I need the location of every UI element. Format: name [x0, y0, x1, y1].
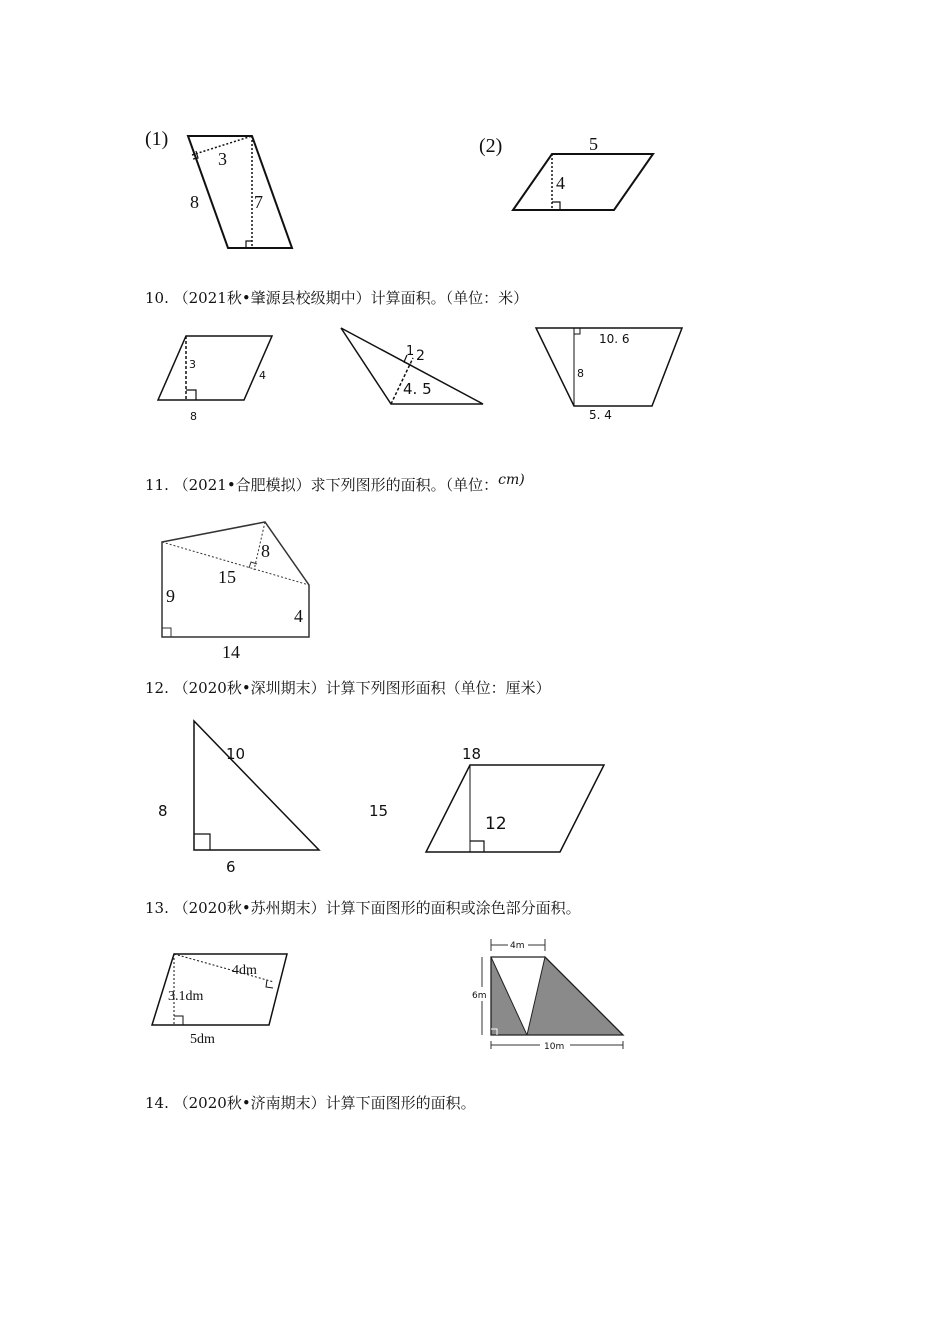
q11-h1: 8	[261, 541, 270, 561]
q11-left: 9	[166, 586, 175, 606]
question-10-text: （2021秋•肇源县校级期中）计算面积。（单位：米）	[173, 289, 529, 307]
q10-parallelogram	[150, 330, 285, 425]
q10-a-height: 3	[189, 358, 196, 371]
q11-pentagon	[150, 515, 320, 665]
question-13-number: 13.	[145, 899, 169, 917]
question-12	[145, 677, 551, 698]
q12-parallelogram	[365, 740, 610, 860]
question-11-number: 11.	[145, 476, 169, 494]
q12-b-side: 15	[369, 802, 389, 820]
q11-diag: 15	[218, 567, 236, 587]
figure-1-parallelogram	[140, 120, 310, 260]
q11-bottom: 14	[222, 642, 240, 662]
q11-right: 4	[294, 606, 303, 626]
question-11-text: （2021•合肥模拟）求下列图形的面积。（单位：	[173, 476, 499, 494]
question-13	[145, 897, 581, 918]
figure-2-label: (2)	[479, 135, 503, 157]
q13-a-side: 3.1dm	[168, 989, 204, 1004]
question-14-text: （2020秋•济南期末）计算下面图形的面积。	[173, 1094, 476, 1112]
q12-b-top: 18	[462, 745, 482, 763]
figure-1-dim-a: 3	[218, 149, 227, 169]
figure-1-label: (1)	[145, 128, 169, 150]
q10-trapezoid	[530, 322, 690, 422]
q13-a-base: 5dm	[190, 1032, 215, 1047]
q13-a-h: 4dm	[232, 963, 257, 978]
q12-a-base: 6	[226, 858, 236, 876]
question-10-number: 10.	[145, 289, 169, 307]
q10-b-c: 4. 5	[403, 380, 432, 398]
question-11-unit: cm	[498, 472, 520, 488]
figure-1-dim-b: 8	[190, 192, 199, 212]
q10-c-bottom: 5. 4	[589, 408, 612, 422]
q13-b-bottom: 10m	[544, 1042, 565, 1052]
q10-a-base: 8	[190, 410, 197, 423]
figure-1-dim-c: 7	[254, 192, 263, 212]
question-10	[145, 287, 528, 308]
figure-2-height: 4	[556, 173, 565, 193]
question-14	[145, 1092, 476, 1113]
q10-b-a: 1	[406, 344, 415, 359]
question-11-close: )	[519, 472, 525, 488]
q12-a-leg: 8	[158, 802, 168, 820]
q13-trapezoid-shaded	[470, 935, 630, 1055]
figure-2-parallelogram	[475, 128, 665, 218]
q10-a-side: 4	[259, 369, 266, 382]
question-12-number: 12.	[145, 679, 169, 697]
question-12-text: （2020秋•深圳期末）计算下列图形面积（单位：厘米）	[173, 679, 551, 697]
q13-parallelogram	[145, 948, 295, 1048]
question-11	[145, 474, 525, 495]
q10-c-top: 10. 6	[599, 332, 630, 346]
figure-2-top: 5	[589, 134, 598, 154]
question-13-text: （2020秋•苏州期末）计算下面图形的面积或涂色部分面积。	[173, 899, 581, 917]
q10-triangle	[335, 322, 490, 410]
q10-c-height: 8	[577, 367, 584, 380]
q12-b-height: 12	[485, 814, 507, 834]
q12-a-hyp: 10	[226, 745, 246, 763]
q13-b-height: 6m	[472, 991, 487, 1001]
q10-b-b: 2	[416, 348, 425, 364]
question-14-number: 14.	[145, 1094, 169, 1112]
q13-b-top: 4m	[510, 941, 525, 951]
q12-right-triangle	[150, 715, 330, 880]
